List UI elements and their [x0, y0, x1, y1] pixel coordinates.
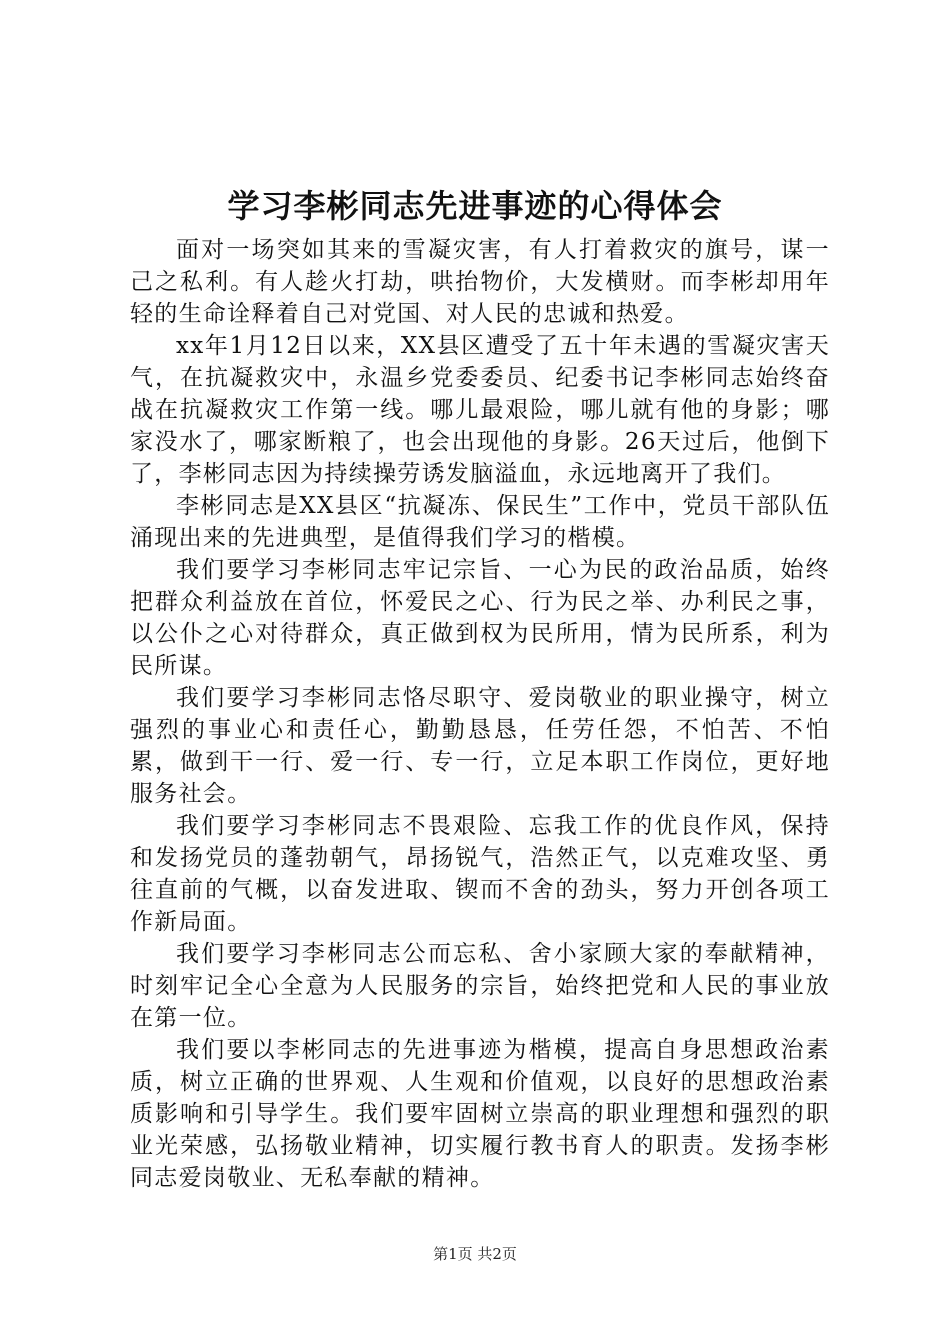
paragraph: 面对一场突如其来的雪凝灾害，有人打着救灾的旗号，谋一己之私利。有人趁火打劫，哄抬物价，大发横财。而李彬却用年轻的生命诠释着自己对党国、对人民的忠诚和热爱。 [130, 237, 830, 327]
paragraph: xx年1月12日以来，XX县区遭受了五十年未遇的雪凝灾害天气，在抗凝救灾中，永温乡党委委员、纪委书记李彬同志始终奋战在抗凝救灾工作第一线。哪儿最艰险，哪儿就有他的身影；哪家没水了，哪家断粮了，也会出现他的身影。26天过后，他倒下了，李彬同志因为持续操劳诱发脑溢血，永远地离开了我们。 [130, 333, 830, 487]
document-title: 学习李彬同志先进事迹的心得体会 [227, 187, 723, 225]
paragraph: 我们要学习李彬同志不畏艰险、忘我工作的优良作风，保持和发扬党员的蓬勃朝气，昂扬锐气，浩然正气，以克难攻坚、勇往直前的气概，以奋发进取、锲而不舍的劲头，努力开创各项工作新局面。 [130, 813, 830, 935]
paragraph: 我们要学习李彬同志公而忘私、舍小家顾大家的奉献精神，时刻牢记全心全意为人民服务的宗旨，始终把党和人民的事业放在第一位。 [130, 941, 830, 1031]
paragraph: 李彬同志是XX县区“抗凝冻、保民生”工作中，党员干部队伍涌现出来的先进典型，是值得我们学习的楷模。 [130, 493, 830, 551]
paragraph: 我们要学习李彬同志牢记宗旨、一心为民的政治品质，始终把群众利益放在首位，怀爱民之心、行为民之举、办利民之事，以公仆之心对待群众，真正做到权为民所用，情为民所系，利为民所谋。 [130, 557, 830, 679]
page-number-footer: 第1页 共2页 [433, 1245, 517, 1263]
paragraph: 我们要学习李彬同志恪尽职守、爱岗敬业的职业操守，树立强烈的事业心和责任心，勤勤恳恳，任劳任怨，不怕苦、不怕累，做到干一行、爱一行、专一行，立足本职工作岗位，更好地服务社会。 [130, 685, 830, 807]
document-body [130, 234, 830, 1194]
paragraph: 我们要以李彬同志的先进事迹为楷模，提高自身思想政治素质，树立正确的世界观、人生观和价值观，以良好的思想政治素质影响和引导学生。我们要牢固树立崇高的职业理想和强烈的职业光荣感，弘扬敬业精神，切实履行教书育人的职责。发扬李彬同志爱岗敬业、无私奉献的精神。 [130, 1037, 830, 1191]
